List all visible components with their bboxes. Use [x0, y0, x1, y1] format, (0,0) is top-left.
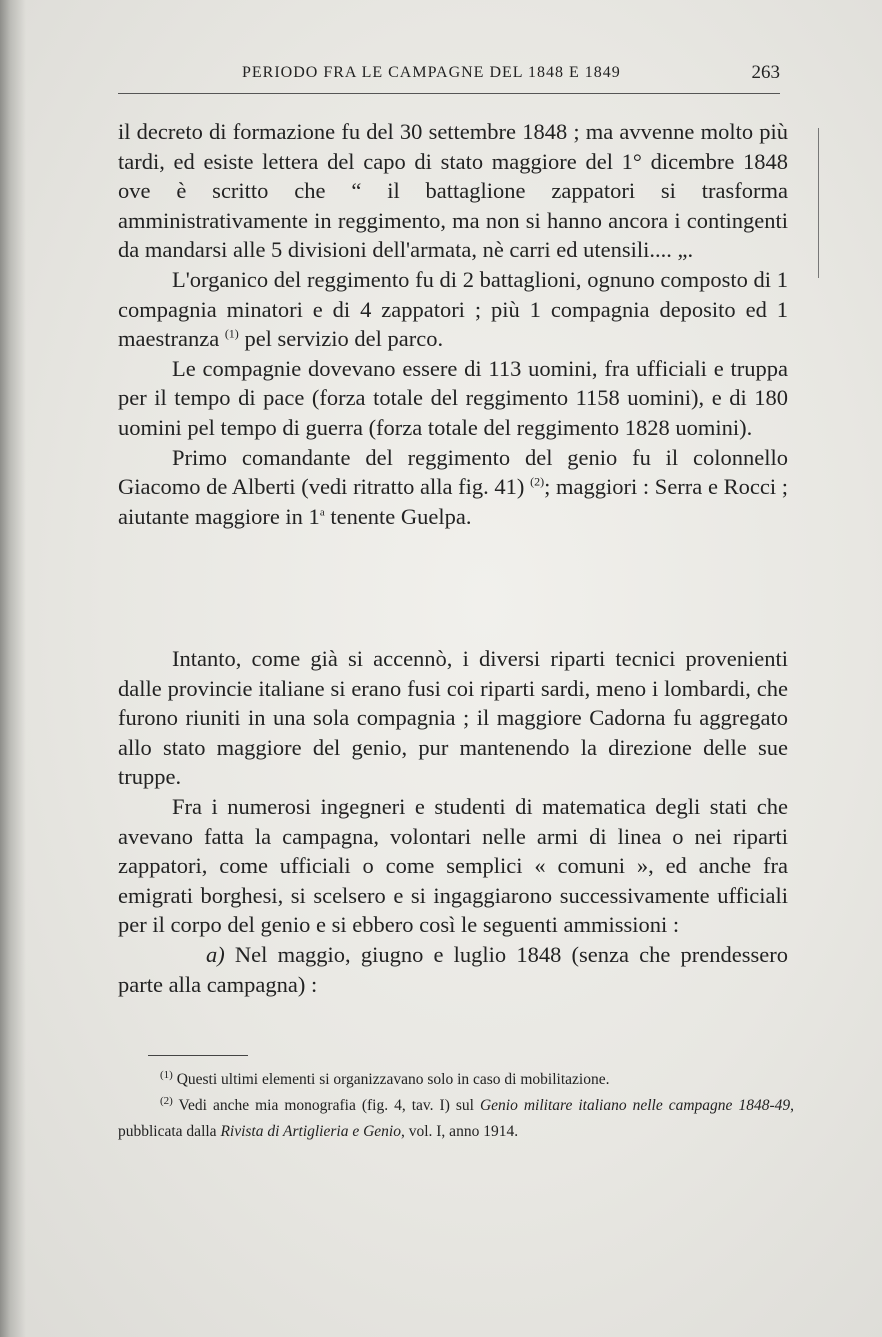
- paragraph-3: Le compagnie dovevano essere di 113 uomini, fra ufficiali e truppa per il tempo di pace (forza totale del reggimento 1158 uomini), e di 180 uomini pel tempo di guerra (forza totale del reggimento 1828 uomini).: [118, 355, 788, 440]
- paragraph-2-text: L'organico del reggimento fu di 2 battaglioni, ognuno composto di 1 compagnia minatori e di 4 zappatori ; più 1 compagnia deposito ed 1 maestranza: [118, 266, 788, 352]
- footnote-ref-1: (1): [224, 326, 239, 341]
- footnotes: [118, 1067, 794, 1145]
- body-section-1: [118, 117, 788, 531]
- running-head: [118, 62, 788, 92]
- margin-mark: [818, 128, 819, 278]
- footnote-ref-2: (2): [530, 474, 545, 489]
- footnote-2-text-b: , pubblicata dalla: [118, 1097, 794, 1140]
- footnote-2-text-c: , vol. I, anno 1914.: [400, 1123, 519, 1140]
- footnote-1-mark: (1): [160, 1068, 173, 1081]
- paragraph-5: Intanto, come già si accennò, i diversi riparti tecnici provenienti dalle provincie italiane si erano fusi coi riparti sardi, meno i lombardi, che furono riuniti in una sola compagnia ; il maggiore Cadorna fu aggregato allo stato maggiore del genio, pur mantenendo la direzione delle sue truppe.: [118, 646, 788, 790]
- header-rule: [118, 93, 780, 94]
- paragraph-7-text: Nel maggio, giugno e luglio 1848 (senza che prendessero parte alla campagna) :: [118, 941, 788, 997]
- paragraph-6: Fra i numerosi ingegneri e studenti di matematica degli stati che avevano fatta la campagna, volontari nelle armi di linea o nei riparti zappatori, come ufficiali o come semplici « comuni », ed anche fra emigrati borghesi, si scelsero e si ingaggiarono successivamente ufficiali per il corpo del genio e si ebbero così le seguenti ammissioni :: [118, 793, 788, 938]
- paragraph-2-end: pel servizio del parco.: [238, 326, 444, 352]
- footnote-rule: [148, 1055, 248, 1056]
- paragraph-2: [118, 265, 788, 354]
- footnote-2-text-a: Vedi anche mia monografia (fig. 4, tav. I) sul: [172, 1097, 480, 1114]
- paragraph-4-end: tenente Guelpa.: [324, 503, 472, 529]
- paragraph-1: il decreto di formazione fu del 30 settembre 1848 ; ma avvenne molto più tardi, ed esiste lettera del capo di stato maggiore del 1° dicembre 1848 ove è scritto che “ il battaglione zappatori si trasforma amministrativamente in reggimento, ma non si hanno ancora i contingenti da mandarsi alle 5 divisioni dell'armata, nè carri ed utensili.... „.: [118, 119, 788, 263]
- ordinal-superscript: a: [319, 506, 325, 519]
- running-title: PERIODO FRA LE CAMPAGNE DEL 1848 E 1849: [242, 64, 621, 81]
- footnote-1-text: Questi ultimi elementi si organizzavano solo in caso di mobilitazione.: [172, 1071, 610, 1088]
- footnote-2-mark: (2): [160, 1094, 173, 1107]
- page-number: 263: [751, 62, 780, 83]
- footnote-2-journal-title: Rivista di Artiglieria e Genio: [220, 1123, 401, 1140]
- footnote-2-work-title: Genio militare italiano nelle campagne 1848-49: [479, 1097, 791, 1114]
- paragraph-4-text: Primo comandante del reggimento del genio fu il colonnello Giacomo de Alberti (vedi ritratto alla fig. 41): [118, 444, 788, 500]
- body-section-2: [118, 644, 788, 999]
- list-label: a): [206, 941, 225, 967]
- footnote-1: [118, 1067, 794, 1093]
- paragraph-4-middle: ; maggiori : Serra e Rocci ; aiutante maggiore in 1: [118, 474, 788, 529]
- paragraph-4: [118, 443, 788, 532]
- paragraph-7: [118, 940, 788, 999]
- footnote-2: [118, 1093, 794, 1145]
